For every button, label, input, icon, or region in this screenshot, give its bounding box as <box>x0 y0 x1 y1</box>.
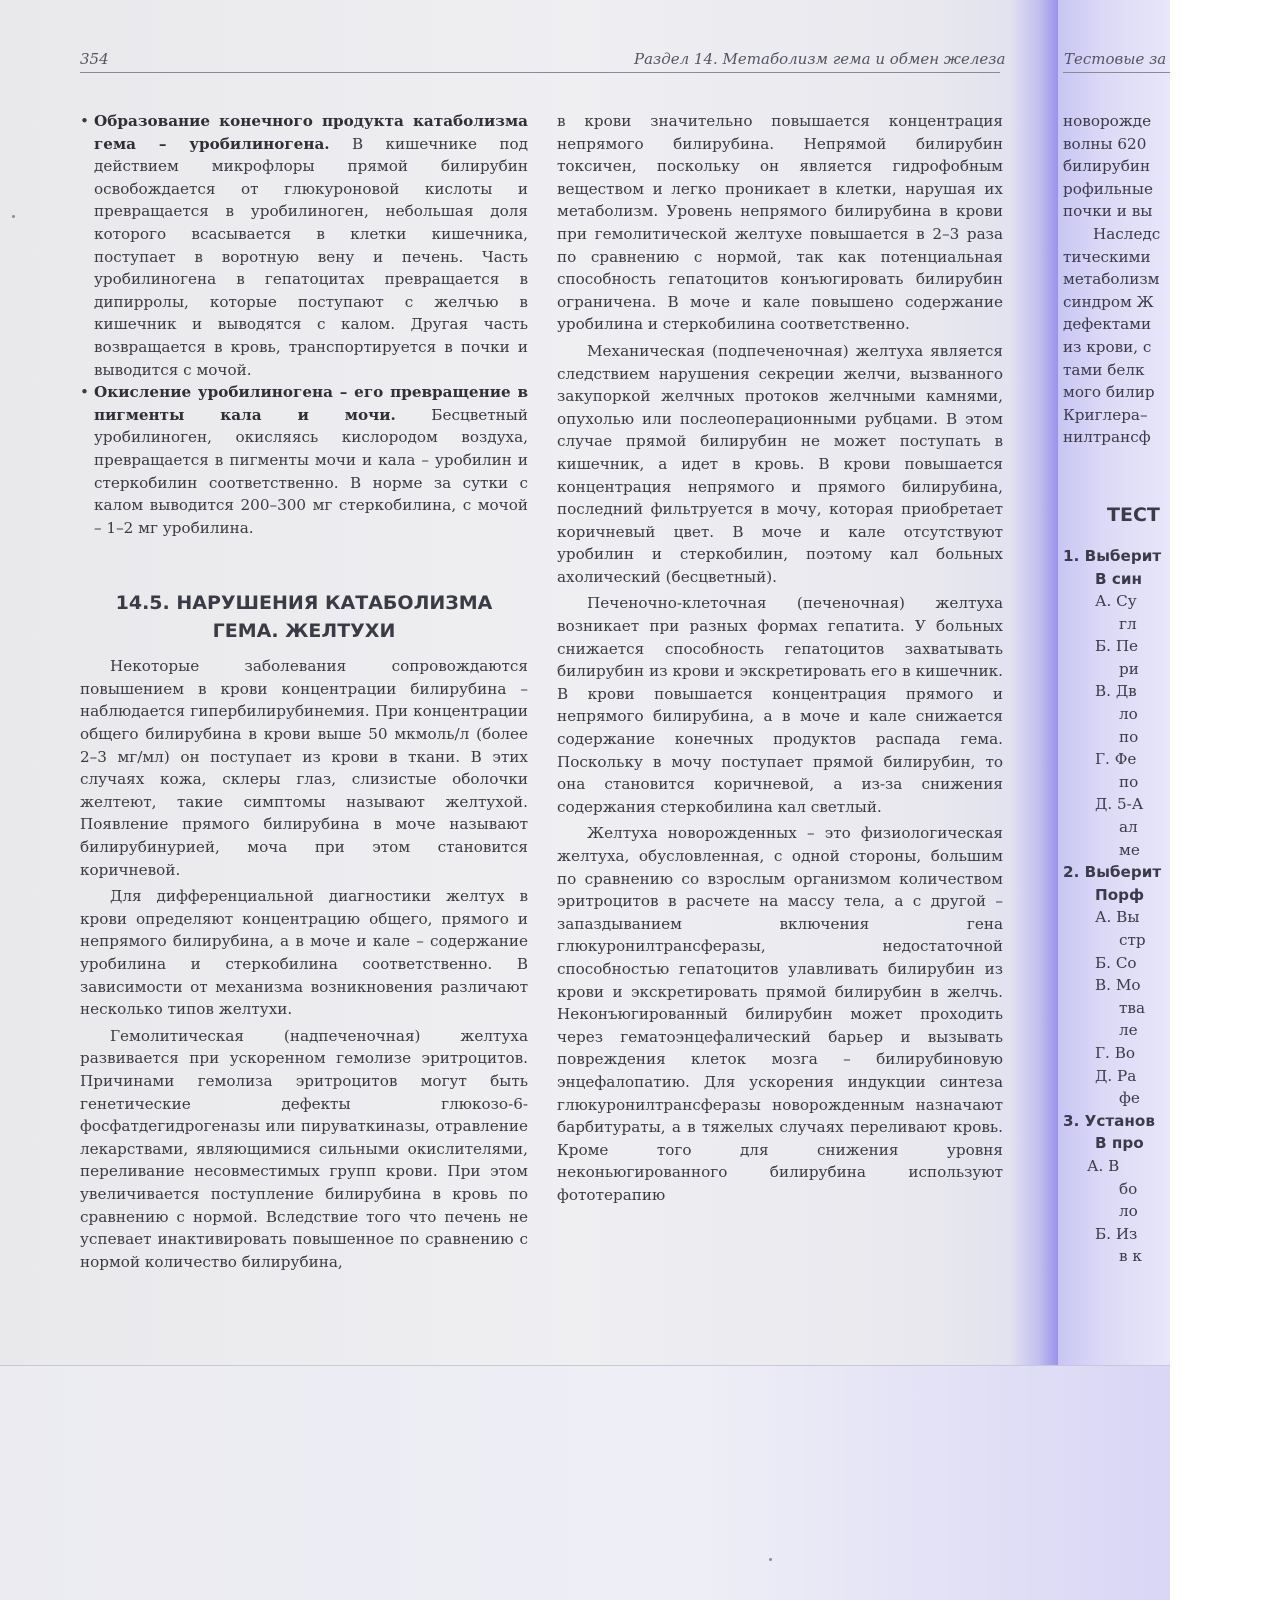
facing-running-title: Тестовые за <box>1064 50 1167 68</box>
text-fragment: А. Вы <box>1095 908 1140 927</box>
text-fragment: билирубин <box>1063 157 1151 176</box>
text-fragment: Б. Со <box>1095 953 1137 972</box>
text-fragment: по <box>1119 772 1139 791</box>
running-title: Раздел 14. Метаболизм гема и обмен железа <box>634 50 1006 68</box>
text-fragment: гл <box>1119 614 1137 633</box>
text-fragment: Д. 5-А <box>1095 795 1144 814</box>
section-heading-line-1: 14.5. НАРУШЕНИЯ КАТАБОЛИЗМА <box>115 592 493 615</box>
text-fragment: Порф <box>1095 885 1145 904</box>
text-fragment: рофильные <box>1063 179 1153 198</box>
bullet-oxidation <box>80 381 528 539</box>
question-1: 1. Выберит <box>1063 546 1162 565</box>
page-number: 354 <box>80 50 109 68</box>
facing-header-rule <box>1063 72 1170 73</box>
text-fragment: ло <box>1119 705 1138 724</box>
bullet-urobilinogen <box>80 110 528 381</box>
text-fragment: нилтрансф <box>1063 428 1151 447</box>
section-heading-line-2: ГЕМА. ЖЕЛТУХИ <box>212 620 396 643</box>
scan-speck <box>12 215 15 218</box>
text-fragment: тическими <box>1063 247 1151 266</box>
column-middle <box>557 110 1003 1207</box>
text-fragment: Наследс <box>1093 224 1161 243</box>
text-fragment: В. Дв <box>1095 682 1137 701</box>
question-3: 3. Установ <box>1063 1111 1155 1130</box>
text-fragment: А. В <box>1087 1156 1120 1175</box>
text-fragment: бо <box>1119 1179 1138 1198</box>
text-fragment: ал <box>1119 818 1138 837</box>
text-fragment: В про <box>1095 1134 1144 1153</box>
book-gutter-shadow <box>1010 0 1058 1365</box>
paragraph: Для дифференциальной диагностики желтух в крови определяют концентрацию общего, прямого и непрямого билирубина, а в моче и кале – содержание уробилина и стеркобилина соответственно. В зависимости от механизма возникновения различают несколько типов желтухи. <box>80 887 528 1019</box>
paragraph: Желтуха новорожденных – это физиологическая желтуха, обусловленная, с одной стороны, большим по сравнению со взрослым организмом количеством эритроцитов в расчете на массу тела, а с другой – запаздыванием включения гена глюкуронилтрансферазы, недостаточной способностью гепатоцитов улавливать билирубин из крови и экскретировать прямой билирубин в желчь. Неконъюгированный билирубин может проходить через гематоэнцефалический барьер и вызывать повреждения клеток мозга – билирубиновую энцефалопатию. Для ускорения индукции синтеза глюкуронилтрансферазы новорожденным назначают барбитураты, а в тяжелых случаях переливают кровь. Кроме того для снижения уровня неконьюгированного билирубина используют фототерапию <box>557 824 1003 1204</box>
header-rule <box>80 72 1000 73</box>
text-fragment: тами белк <box>1063 360 1145 379</box>
scanner-blank-area <box>1170 0 1280 1600</box>
text-fragment: стр <box>1119 931 1146 949</box>
bullet-title: Окисление уробилиногена – его превращение в пигменты кала и мочи. <box>94 383 528 424</box>
text-fragment: Д. Ра <box>1095 1066 1137 1085</box>
text-fragment: новорожде <box>1063 112 1152 130</box>
text-fragment: из крови, с <box>1063 337 1152 356</box>
paragraph: Некоторые заболевания сопровождаются повышением в крови концентрации билирубина – наблюдается гипербилирубинемия. При концентрации общего билирубина в крови выше 50 мкмоль/л (более 2–3 мг/мл) он поступает из крови в ткани. В этих случаях кожа, склеры глаз, слизистые оболочки желтеют, такие симптомы называют желтухой. Появление прямого билирубина в моче называют билирубинурией, моча при этом становится коричневой. <box>80 657 528 879</box>
scan-speck <box>769 1558 772 1561</box>
bullet-marker: • <box>80 112 89 130</box>
text-fragment: ме <box>1119 840 1140 859</box>
text-fragment: В. Мо <box>1095 976 1141 995</box>
paragraph: в крови значительно повышается концентрация непрямого билирубина. Непрямой билирубин токсичен, поскольку он является гидрофобным веществом и легко проникает в клетки, нарушая их метаболизм. Уровень непрямого билирубина в крови при гемолитической желтухе повышается в 2–3 раза по сравнению с нормой, так как потенциальная способность гепатоцитов конъюгировать билирубин ограничена. В моче и кале повышено содержание уробилина и стеркобилина соответственно. <box>557 112 1003 334</box>
text-fragment: ле <box>1119 1021 1138 1040</box>
text-fragment: фе <box>1119 1089 1140 1108</box>
text-fragment: Б. Из <box>1095 1224 1138 1243</box>
column-left <box>80 110 528 1273</box>
bullet-title: Образование конечного продукта катаболизма гема – уробилиногена. <box>94 112 528 153</box>
paragraph: Гемолитическая (надпеченочная) желтуха развивается при ускоренном гемолизе эритроцитов. Причинами гемолиза эритроцитов могут быть генетические дефекты глюкозо-6-фосфатдегидрогеназы или пируваткиназы, отравление лекарствами, являющимися сильными окислителями, переливание несовместимых групп крови. При этом увеличивается поступление билирубина в кровь по сравнению с нормой. Вследствие того что печень не успевает инактивировать повышенное по сравнению с нормой количество билирубина, <box>80 1026 528 1271</box>
text-fragment: почки и вы <box>1063 202 1153 221</box>
paragraph: Печеночно-клеточная (печеночная) желтуха возникает при разных формах гепатита. У больных снижается способность гепатоцитов захватывать билирубин из крови и экскретировать его в кишечник. В крови повышается концентрация прямого и непрямого билирубина, а в моче и кале снижается содержание конечных продуктов распада гема. Поскольку в мочу поступает прямой билирубин, то она становится коричневой, а из-за снижения содержания стеркобилина кал светлый. <box>557 594 1003 816</box>
facing-page-text <box>1063 110 1170 1268</box>
text-fragment: в к <box>1119 1247 1142 1266</box>
text-fragment: метаболизм <box>1063 270 1160 289</box>
question-2: 2. Выберит <box>1063 863 1162 882</box>
text-fragment: А. Су <box>1095 592 1137 611</box>
text-fragment: Г. Во <box>1095 1043 1136 1062</box>
text-fragment: В син <box>1095 569 1143 588</box>
text-fragment: дефектами <box>1063 315 1152 334</box>
text-fragment: тва <box>1119 998 1146 1017</box>
scan-lower-margin <box>0 1366 1170 1600</box>
bullet-marker: • <box>80 383 89 402</box>
text-fragment: ри <box>1119 659 1139 678</box>
text-fragment: Г. Фе <box>1095 750 1137 769</box>
bullet-text: В кишечнике под действием микрофлоры прямой билирубин освобождается от глюкуроновой кислоты и превращается в уробилиноген, небольшая доля которого всасывается в клетки кишечника, поступает в воротную вену и печень. Часть уробилиногена в гепатоцитах превращается в дипирролы, которые поступают с желчью в кишечник и выводятся с калом. Другая часть возвращается в кровь, транспортируется в почки и выводится с мочой. <box>94 134 528 379</box>
text-fragment: по <box>1119 727 1139 746</box>
text-fragment: синдром Ж <box>1063 292 1154 311</box>
text-fragment: ло <box>1119 1202 1138 1221</box>
text-fragment: мого билир <box>1063 383 1155 402</box>
bullet-text: Бесцветный уробилиноген, окисляясь кислородом воздуха, превращается в пигменты мочи и кала – уробилин и стеркобилин соответственно. В норме за сутки с калом выводится 200–300 мг стеркобилина, с мочой – 1–2 мг уробилина. <box>94 405 528 537</box>
paragraph: Механическая (подпеченочная) желтуха является следствием нарушения секреции желчи, вызванного закупоркой желчных протоков желчными камнями, опухолью или послеоперационными рубцами. В этом случае прямой билирубин не может поступать в кишечник, а идет в кровь. В крови повышается концентрация непрямого и прямого билирубина, последний фильтруется в мочу, которая приобретает коричневый цвет. В моче и кале отсутствуют уробилин и стеркобилин, поэтому кал больных ахолический (бесцветный). <box>557 341 1003 586</box>
text-fragment: волны 620 <box>1063 134 1147 153</box>
tests-heading: ТЕСТ <box>1107 503 1160 526</box>
text-fragment: Б. Пе <box>1095 637 1139 656</box>
text-fragment: Криглера– <box>1063 405 1148 424</box>
